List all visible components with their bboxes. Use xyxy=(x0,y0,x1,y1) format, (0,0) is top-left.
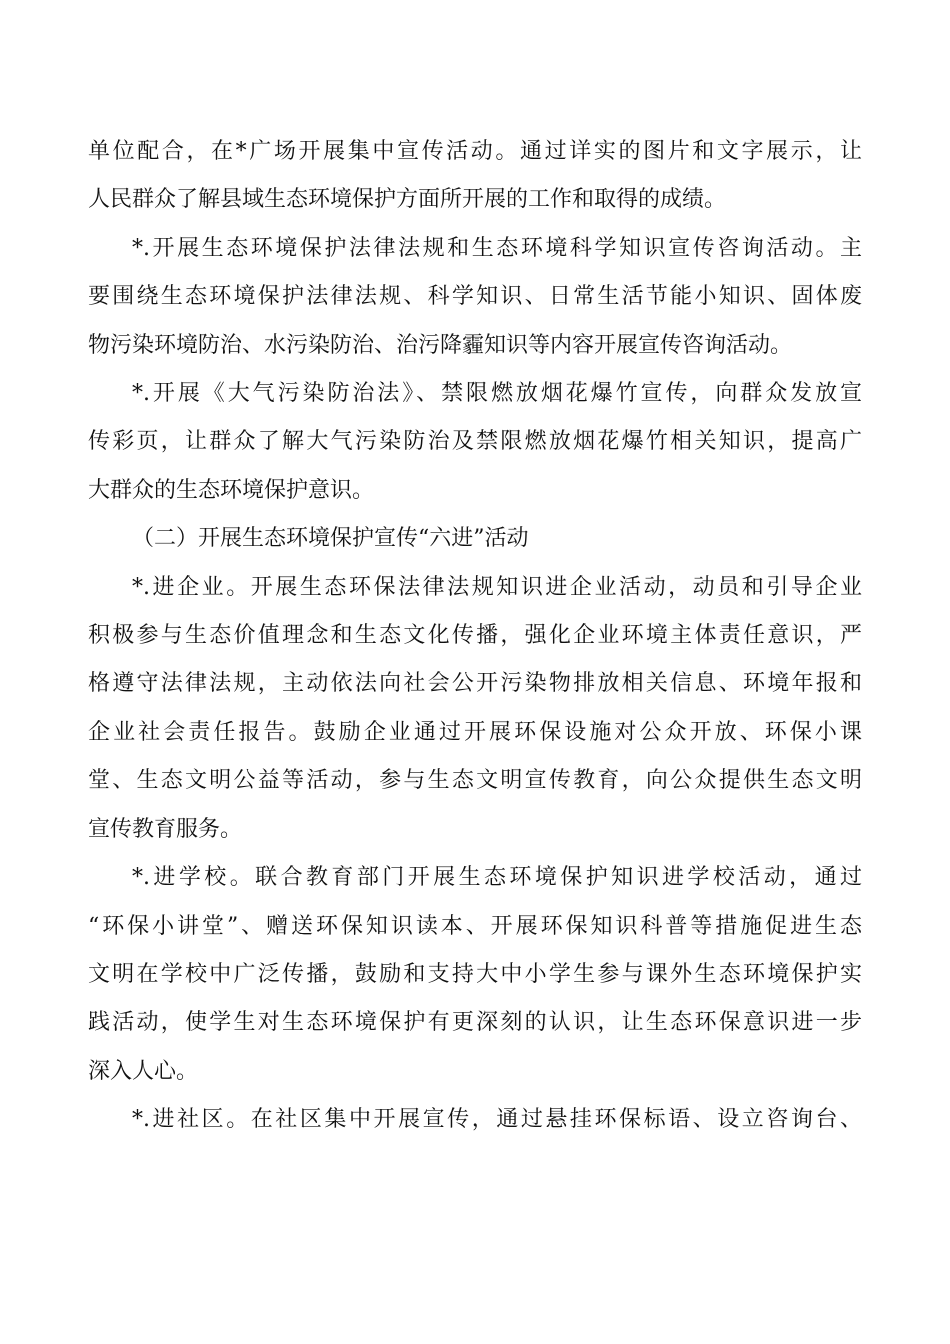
paragraph xyxy=(88,854,862,1096)
text-line: 物污染环境防治、水污染防治、治污降霾知识等内容开展宣传咨询活动。 xyxy=(88,332,793,358)
text-line: *.进社区。在社区集中开展宣传，通过悬挂环保标语、设立咨询台、 xyxy=(132,1107,862,1133)
section-heading xyxy=(88,515,862,563)
text-line: *.开展《大气污染防治法》、禁限燃放烟花爆竹宣传，向群众发放宣 xyxy=(132,381,862,407)
text-line: 践活动，使学生对生态环境保护有更深刻的认识，让生态环保意识进一步 xyxy=(88,1010,862,1036)
paragraph xyxy=(88,128,862,225)
text-line: “环保小讲堂”、赠送环保知识读本、开展环保知识科普等措施促进生态 xyxy=(88,913,862,939)
text-line: 格遵守法律法规，主动依法向社会公开污染物排放相关信息、环境年报和 xyxy=(88,671,862,697)
text-line: 传彩页，让群众了解大气污染防治及禁限燃放烟花爆竹相关知识，提高广 xyxy=(88,429,862,455)
text-line: 大群众的生态环境保护意识。 xyxy=(88,477,375,503)
paragraph xyxy=(88,370,862,515)
heading-line: （二）开展生态环境保护宣传“六进”活动 xyxy=(132,526,529,552)
text-line: *.进学校。联合教育部门开展生态环境保护知识进学校活动，通过 xyxy=(132,865,862,891)
text-line: 人民群众了解县域生态环境保护方面所开展的工作和取得的成绩。 xyxy=(88,187,727,213)
text-line: 要围绕生态环境保护法律法规、科学知识、日常生活节能小知识、固体废 xyxy=(88,284,862,310)
paragraph xyxy=(88,1096,862,1144)
text-line: 单位配合，在*广场开展集中宣传活动。通过详实的图片和文字展示，让 xyxy=(88,139,862,164)
paragraph xyxy=(88,564,862,854)
text-line: 积极参与生态价值理念和生态文化传播，强化企业环境主体责任意识，严 xyxy=(88,623,862,649)
text-line: 堂、生态文明公益等活动，参与生态文明宣传教育，向公众提供生态文明 xyxy=(88,768,862,794)
text-line: 文明在学校中广泛传播，鼓励和支持大中小学生参与课外生态环境保护实 xyxy=(88,961,862,987)
text-line: 深入人心。 xyxy=(88,1058,199,1084)
paragraph xyxy=(88,225,862,370)
document-body xyxy=(88,128,862,1145)
text-line: *.开展生态环境保护法律法规和生态环境科学知识宣传咨询活动。主 xyxy=(132,235,862,261)
text-line: 宣传教育服务。 xyxy=(88,816,243,842)
text-line: 企业社会责任报告。鼓励企业通过开展环保设施对公众开放、环保小课 xyxy=(88,719,862,745)
text-line: *.进企业。开展生态环保法律法规知识进企业活动，动员和引导企业 xyxy=(132,574,862,600)
